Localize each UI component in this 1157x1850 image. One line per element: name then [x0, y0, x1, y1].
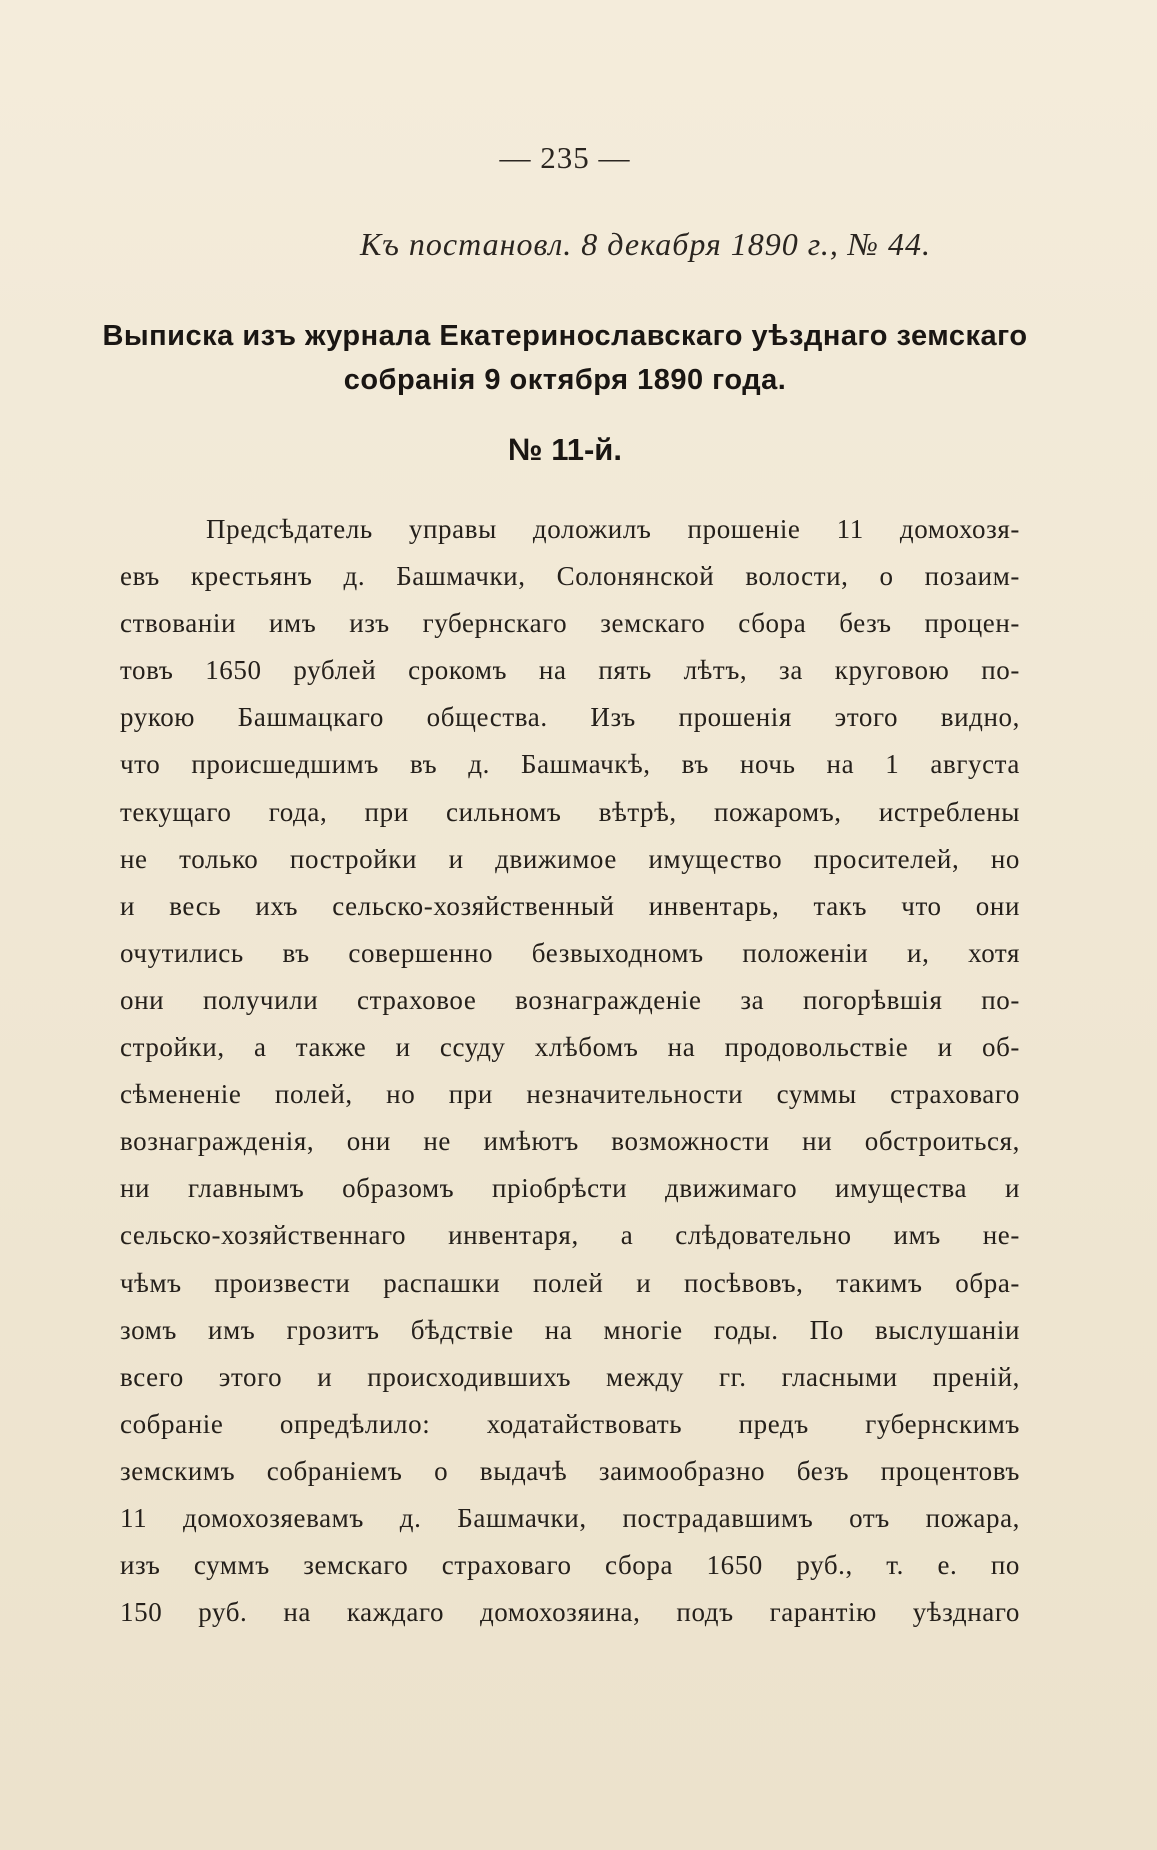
text-line: изъ суммъ земскаго страховаго сбора 1650 руб., т. е. по	[120, 1550, 1020, 1581]
title-line-1: Выписка изъ журнала Екатеринославскаго уѣзднаго земскаго	[102, 320, 1028, 352]
text-line: сельско-хозяйственнаго инвентаря, а слѣдовательно имъ не-	[120, 1220, 1020, 1251]
text-line: 150 руб. на каждаго домохозяина, подъ гарантію уѣзднаго	[120, 1597, 1020, 1628]
text-line: вознагражденія, они не имѣютъ возможности ни обстроиться,	[120, 1126, 1020, 1157]
text-line: очутились въ совершенно безвыходномъ положеніи и, хотя	[120, 937, 1020, 968]
title-line-2: собранія 9 октября 1890 года.	[343, 364, 787, 396]
page-number: — 235 —	[499, 140, 631, 175]
text-line: всего этого и происходившихъ между гг. гласными преній,	[120, 1361, 1020, 1392]
text-line: ствованіи имъ изъ губернскаго земскаго сбора безъ процен-	[120, 608, 1020, 639]
text-line: и весь ихъ сельско-хозяйственный инвентарь, такъ что они	[120, 890, 1020, 921]
text-line: Предсѣдатель управы доложилъ прошеніе 11 домохозя-	[206, 514, 1020, 544]
body-paragraph	[120, 506, 1020, 1636]
page-title	[60, 314, 1070, 402]
text-line: что происшедшимъ въ д. Башмачкѣ, въ ночь на 1 августа	[120, 749, 1020, 780]
text-line: чѣмъ произвести распашки полей и посѣвовъ, такимъ обра-	[120, 1267, 1020, 1298]
text-line: они получили страховое вознагражденіе за погорѣвшія по-	[120, 984, 1020, 1015]
text-line: не только постройки и движимое имущество просителей, но	[120, 843, 1020, 874]
text-line: евъ крестьянъ д. Башмачки, Солонянской волости, о позаим-	[120, 561, 1020, 592]
text-line: рукою Башмацкаго общества. Изъ прошенія этого видно,	[120, 702, 1020, 733]
text-line: земскимъ собраніемъ о выдачѣ заимообразно безъ процентовъ	[120, 1455, 1020, 1486]
resolution-reference: Къ постановл. 8 декабря 1890 г., № 44.	[360, 226, 932, 262]
text-line: ни главнымъ образомъ пріобрѣсти движимаго имущества и	[120, 1173, 1020, 1204]
text-line: сѣмененіе полей, но при незначительности суммы страховаго	[120, 1079, 1020, 1110]
text-line: собраніе опредѣлило: ходатайствовать предъ губернскимъ	[120, 1408, 1020, 1439]
text-line: текущаго года, при сильномъ вѣтрѣ, пожаромъ, истреблены	[120, 796, 1020, 827]
item-number: № 11-й.	[508, 432, 622, 467]
text-line: стройки, а также и ссуду хлѣбомъ на продовольствіе и об-	[120, 1032, 1020, 1063]
text-line: 11 домохозяевамъ д. Башмачки, пострадавшимъ отъ пожара,	[120, 1502, 1020, 1533]
text-line: зомъ имъ грозитъ бѣдствіе на многіе годы. По выслушаніи	[120, 1314, 1020, 1345]
text-line: товъ 1650 рублей срокомъ на пять лѣтъ, за круговою по-	[120, 655, 1020, 686]
